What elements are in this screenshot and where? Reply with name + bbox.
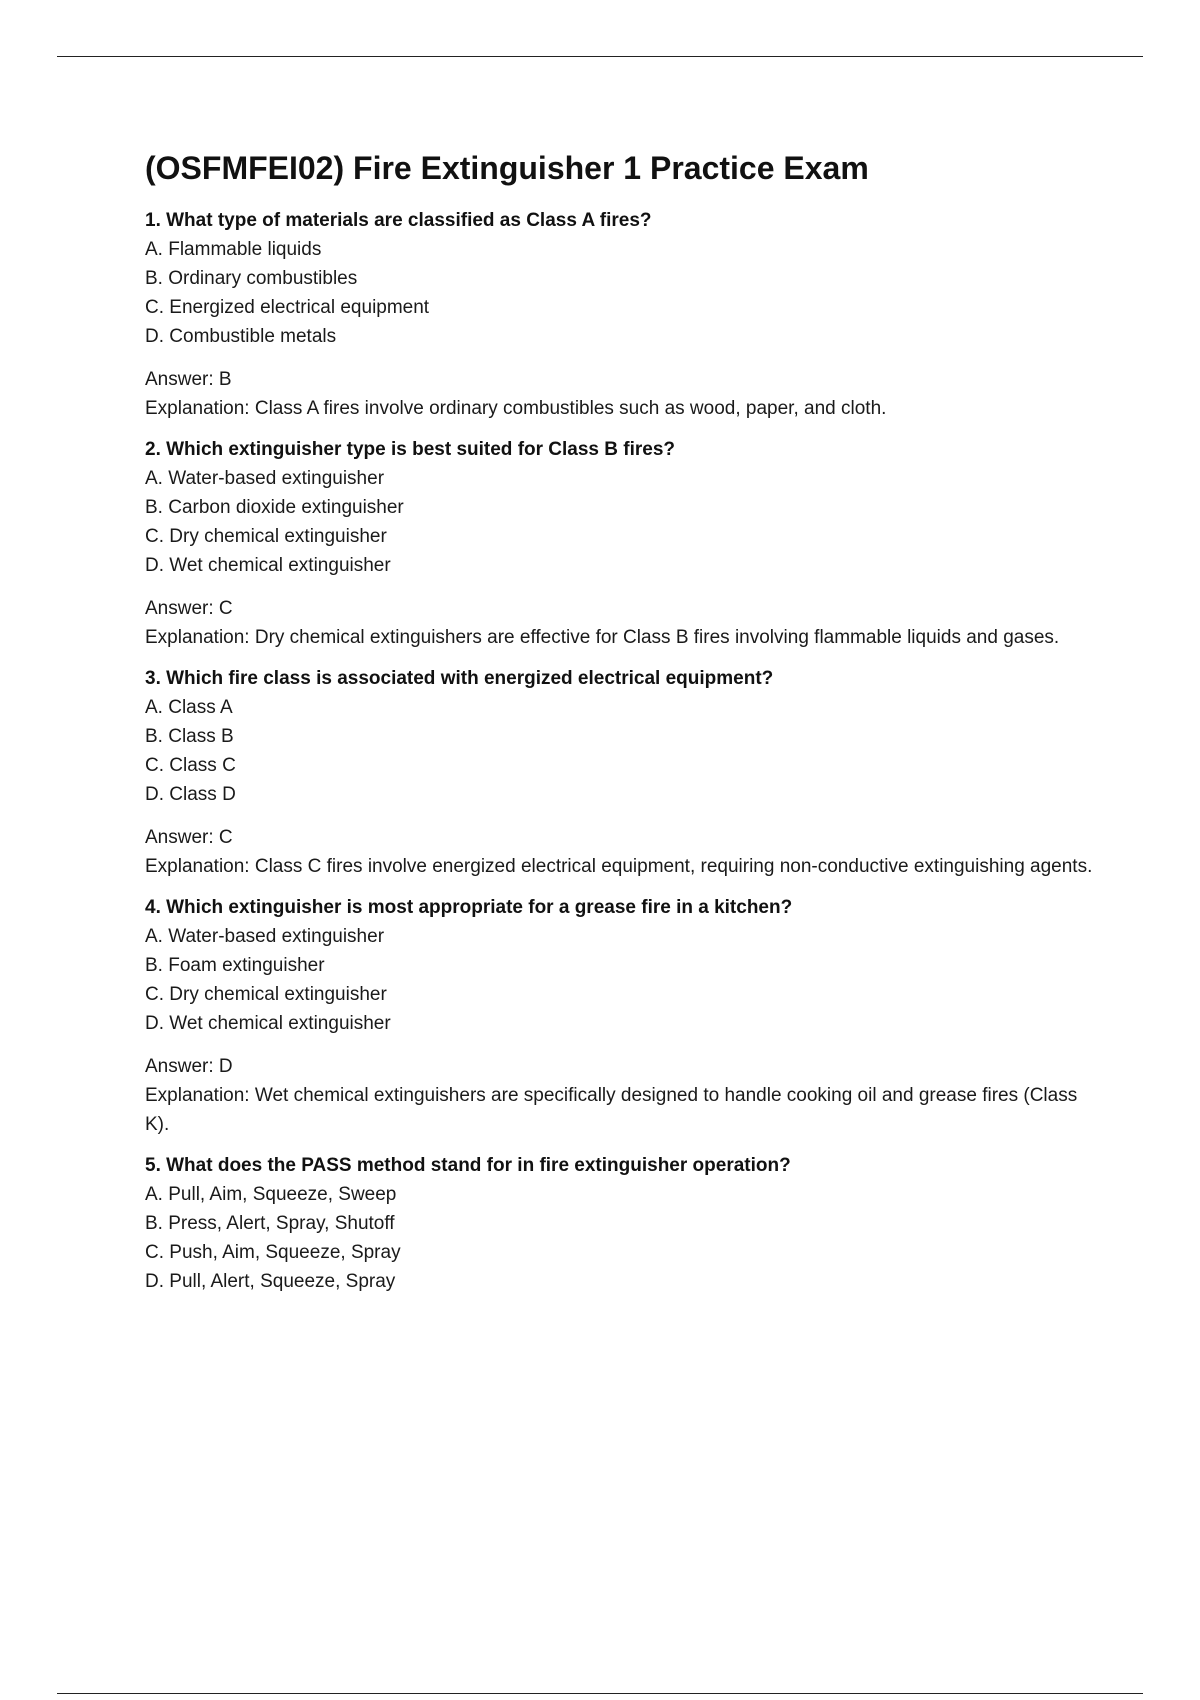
top-divider: [57, 56, 1143, 57]
option-b: B. Class B: [145, 726, 234, 747]
option-d: D. Wet chemical extinguisher: [145, 555, 391, 576]
bottom-divider: [57, 1693, 1143, 1694]
answer-line: Answer: C: [145, 598, 233, 619]
question-text: 3. Which fire class is associated with energized electrical equipment?: [145, 668, 774, 689]
option-c: C. Dry chemical extinguisher: [145, 526, 387, 547]
answer-line: Answer: C: [145, 827, 233, 848]
option-a: A. Pull, Aim, Squeeze, Sweep: [145, 1184, 397, 1205]
answer-line: Answer: D: [145, 1056, 233, 1077]
question-text: 4. Which extinguisher is most appropriate for a grease fire in a kitchen?: [145, 897, 793, 918]
question-block: [145, 206, 1105, 423]
option-b: B. Ordinary combustibles: [145, 268, 358, 289]
option-d: D. Pull, Alert, Squeeze, Spray: [145, 1271, 396, 1292]
page-title: (OSFMFEI02) Fire Extinguisher 1 Practice Exam: [145, 150, 869, 186]
option-a: A. Water-based extinguisher: [145, 468, 385, 489]
question-block: [145, 435, 1105, 652]
question-block: [145, 893, 1105, 1139]
option-b: B. Press, Alert, Spray, Shutoff: [145, 1213, 395, 1234]
explanation-text: Explanation: Class C fires involve energized electrical equipment, requiring non-conductive extinguishing agents.: [145, 856, 1093, 877]
option-c: C. Dry chemical extinguisher: [145, 984, 387, 1005]
explanation-text: Explanation: Dry chemical extinguishers are effective for Class B fires involving flammable liquids and gases.: [145, 627, 1060, 648]
option-b: B. Foam extinguisher: [145, 955, 325, 976]
question-block: [145, 1151, 1105, 1296]
option-d: D. Wet chemical extinguisher: [145, 1013, 391, 1034]
option-d: D. Combustible metals: [145, 326, 337, 347]
option-b: B. Carbon dioxide extinguisher: [145, 497, 404, 518]
option-a: A. Flammable liquids: [145, 239, 322, 260]
question-text: 2. Which extinguisher type is best suited for Class B fires?: [145, 439, 676, 460]
answer-line: Answer: B: [145, 369, 232, 390]
explanation-text: Explanation: Wet chemical extinguishers are specifically designed to handle cooking oil and grease fires (Class K).: [145, 1085, 1078, 1135]
question-text: 1. What type of materials are classified as Class A fires?: [145, 210, 652, 231]
question-text: 5. What does the PASS method stand for in fire extinguisher operation?: [145, 1155, 791, 1176]
exam-document: [145, 146, 1105, 1308]
option-c: C. Class C: [145, 755, 236, 776]
option-a: A. Class A: [145, 697, 233, 718]
option-c: C. Push, Aim, Squeeze, Spray: [145, 1242, 401, 1263]
question-block: [145, 664, 1105, 881]
option-c: C. Energized electrical equipment: [145, 297, 430, 318]
option-a: A. Water-based extinguisher: [145, 926, 385, 947]
explanation-text: Explanation: Class A fires involve ordinary combustibles such as wood, paper, and cloth.: [145, 398, 887, 419]
option-d: D. Class D: [145, 784, 236, 805]
